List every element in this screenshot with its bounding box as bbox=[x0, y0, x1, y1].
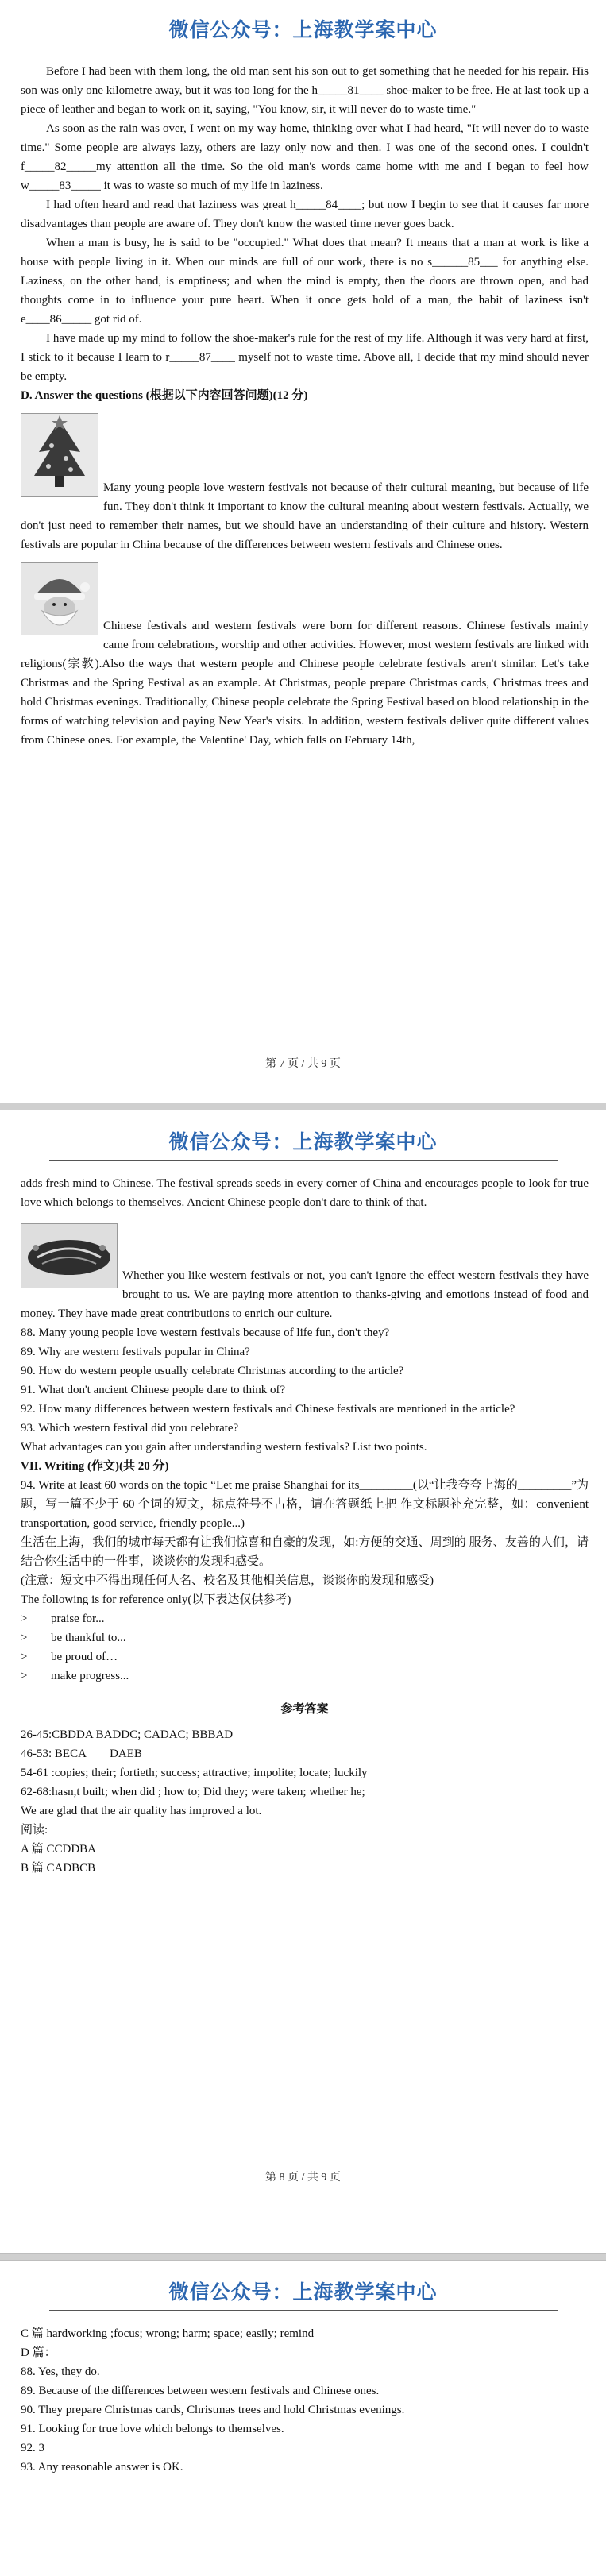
header-rule bbox=[49, 1160, 558, 1161]
question-93: 93. Which western festival did you celebrate? bbox=[21, 1422, 239, 1435]
answer-line: We are glad that the air quality has improved a lot. bbox=[21, 1805, 262, 1817]
section-d-heading: D. Answer the questions (根据以下内容回答问题)(12 分) bbox=[21, 389, 308, 402]
question-93-followup: What advantages can you gain after understanding western festivals? List two points. bbox=[21, 1441, 427, 1454]
answer-line: 91. Looking for true love which belongs to themselves. bbox=[21, 2423, 284, 2435]
answer-line: B 篇 CADBCB bbox=[21, 1862, 96, 1875]
reference-option bbox=[21, 1628, 589, 1647]
reading-passage-block-1 bbox=[21, 410, 589, 554]
page-header bbox=[0, 14, 606, 48]
answer-line: 88. Yes, they do. bbox=[21, 2366, 100, 2378]
christmas-tree-icon bbox=[21, 413, 98, 497]
section-vii-heading: VII. Writing (作文)(共 20 分) bbox=[21, 1460, 169, 1473]
bullet-arrow-icon: > bbox=[21, 1651, 28, 1663]
answer-line: 62-68:hasn,t built; when did ; how to; Did they; were taken; whether he; bbox=[21, 1786, 365, 1798]
reference-option bbox=[21, 1647, 589, 1666]
answer-line: 90. They prepare Christmas cards, Christmas trees and hold Christmas evenings. bbox=[21, 2404, 405, 2416]
bullet-arrow-icon: > bbox=[21, 1670, 28, 1682]
document-page-7 bbox=[0, 0, 606, 1096]
answer-line: 54-61 :copies; their; fortieth; success; attractive; impolite; locate; luckily bbox=[21, 1767, 368, 1779]
question-89: 89. Why are western festivals popular in China? bbox=[21, 1346, 250, 1358]
page-7-footer: 第 7 页 / 共 9 页 bbox=[265, 1058, 341, 1070]
cloze-paragraph-4: When a man is busy, he is said to be "occupied." What does that mean? It means that a man at work is like a house with people living in it. When our minds are full of our work, there is no s______85___ for anything else. Laziness, on the other hand, is emptiness; and when the mind is empty, then the doors are thrown open, and bad thoughts come in to influence your pure heart. When it once gets hold of a man, the habit of laziness isn't e____86_____ got rid of. bbox=[21, 237, 589, 326]
answer-line: 89. Because of the differences between western festivals and Chinese ones. bbox=[21, 2385, 380, 2397]
document-page-8 bbox=[0, 1112, 606, 2272]
page-header bbox=[0, 2277, 606, 2311]
page-header bbox=[0, 1126, 606, 1161]
answer-line: 阅读: bbox=[21, 1824, 48, 1836]
writing-note: (注意：短文中不得出现任何人名、校名及其他相关信息，谈谈你的发现和感受) bbox=[21, 1574, 434, 1587]
answer-line: 26-45:CBDDA BADDC; CADAC; BBBAD bbox=[21, 1728, 234, 1741]
answer-line: 46-53: BECA DAEB bbox=[21, 1748, 142, 1760]
question-92: 92. How many differences between western festivals and Chinese festivals are mentioned in the article? bbox=[21, 1403, 515, 1415]
answers-heading: 参考答案 bbox=[280, 1703, 329, 1716]
page-9-content bbox=[21, 2324, 589, 2477]
writing-prompt-chinese: 生活在上海，我们的城市每天都有让我们惊喜和自豪的发现，如:方便的交通、周到的 服务、友善的人们，请结合你生活中的一件事，谈谈你的发现和感受。 bbox=[21, 1536, 589, 1568]
bullet-arrow-icon: > bbox=[21, 1612, 28, 1625]
question-91: 91. What don't ancient Chinese people dare to think of? bbox=[21, 1384, 286, 1396]
reading-paragraph-2: Chinese festivals and western festivals were born for different reasons. Chinese festivals mainly came from celebrations, worship and other activities. However, most western festivals are linked with religions(宗教).Also the ways that western people and Chinese people celebrate festivals aren't similar. Let's take Christmas and the Spring Festival as an example. At Christmas, people prepare Christmas cards, Christmas trees and hold Christmas evenings. Traditionally, Chinese people celebrate the Spring Festival based on blood relationship in the forms of watching television and paying New Year's visits. In addition, western festivals deliver quite different values from Chinese ones. For example, the Valentine' Day, which falls on February 14th, bbox=[21, 620, 589, 747]
document-page-9 bbox=[0, 2262, 606, 2576]
page-separator bbox=[0, 2253, 606, 2261]
reference-option-text: be proud of… bbox=[51, 1651, 118, 1663]
reference-option bbox=[21, 1666, 589, 1686]
page-8-content bbox=[21, 1174, 589, 1878]
reference-title: The following is for reference only(以下表达仅供参考) bbox=[21, 1593, 291, 1606]
writing-prompt: 94. Write at least 60 words on the topic “Let me praise Shanghai for its_________(以“让我夸夸上海的_________”为题，写一篇不少于 60 个词的短文，标点符号不占格，请在答题纸上把 作文标题补充完整，如：convenient transportation, good service, friendly people...) bbox=[21, 1479, 589, 1530]
cloze-paragraph-1: Before I had been with them long, the old man sent his son out to get something that he needed for his repair. His son was only one kilometre away, but it was too long for the h_____81____ shoe-maker to be free. He at last took up a piece of leather and began to work on it, saying, "You know, sir, it will never do to waste time." bbox=[21, 65, 589, 116]
question-88: 88. Many young people love western festivals because of life fun, don't they? bbox=[21, 1327, 390, 1339]
header-title: 微信公众号：上海教学案中心 bbox=[168, 2281, 438, 2304]
reference-option-text: make progress... bbox=[51, 1670, 129, 1682]
merry-christmas-banner-icon bbox=[21, 1223, 118, 1288]
reading-passage-block-2 bbox=[21, 559, 589, 750]
cloze-paragraph-5: I have made up my mind to follow the shoe-maker's rule for the rest of my life. Although it was very hard at first, I stick to it because I learn to r_____87____ myself not to waste time. Above all, I decide that my mind should never be empty. bbox=[21, 332, 589, 383]
santa-claus-icon bbox=[21, 562, 98, 635]
cloze-paragraph-3: I had often heard and read that laziness was great h_____84____; but now I begin to see that it causes far more disadvantages than people are aware of. They don't know the wasted time never goes back. bbox=[21, 199, 589, 230]
question-list bbox=[21, 1323, 589, 1457]
header-title: 微信公众号：上海教学案中心 bbox=[168, 1130, 438, 1153]
page-7-content bbox=[21, 62, 589, 750]
bullet-arrow-icon: > bbox=[21, 1632, 28, 1644]
reference-option-text: praise for... bbox=[51, 1612, 105, 1625]
answer-line: 92. 3 bbox=[21, 2442, 44, 2454]
page-8-footer: 第 8 页 / 共 9 页 bbox=[265, 2172, 341, 2184]
answer-line: C 篇 hardworking ;focus; wrong; harm; space; easily; remind bbox=[21, 2327, 315, 2340]
cloze-paragraph-2: As soon as the rain was over, I went on my way home, thinking over what I had heard, "It will never do to waste time." Some people are always lazy, others are lazy only now and then. I was one of the second ones. I couldn't f_____82_____my attention all the time. So the old man's words came home with me and I began to feel how w_____83_____ it was to waste so much of my life in laziness. bbox=[21, 122, 589, 192]
header-rule bbox=[49, 2310, 558, 2311]
answer-line: D 篇： bbox=[21, 2346, 56, 2359]
answer-line: 93. Any reasonable answer is OK. bbox=[21, 2461, 183, 2474]
reading-paragraph-3: Whether you like western festivals or not, you can't ignore the effect western festivals they have brought to us. We are paying more attention to thanks-giving and emotions instead of food and money. They have made great contributions to enrich our culture. bbox=[21, 1269, 589, 1320]
header-title: 微信公众号：上海教学案中心 bbox=[168, 18, 438, 41]
answer-line: A 篇 CCDDBA bbox=[21, 1843, 97, 1856]
reading-paragraph-continued: adds fresh mind to Chinese. The festival spreads seeds in every corner of China and encourages people to look for true love which belongs to themselves. Ancient Chinese people don't dare to think of that. bbox=[21, 1177, 589, 1209]
reference-option-text: be thankful to... bbox=[51, 1632, 126, 1644]
answer-list bbox=[21, 1725, 589, 1878]
page-separator bbox=[0, 1103, 606, 1110]
reading-passage-block-3 bbox=[21, 1220, 589, 1323]
reading-paragraph-1: Many young people love western festivals not because of their cultural meaning, but because of life fun. They don't think it important to know the cultural meaning about western festivals. Actually, we don't just need to remember their names, but we should have an understanding of their culture and history. Western festivals are popular in China because of the differences between western festivals and Chinese ones. bbox=[21, 481, 589, 551]
reference-option bbox=[21, 1609, 589, 1628]
reference-options bbox=[21, 1609, 589, 1686]
question-90: 90. How do western people usually celebrate Christmas according to the article? bbox=[21, 1365, 404, 1377]
